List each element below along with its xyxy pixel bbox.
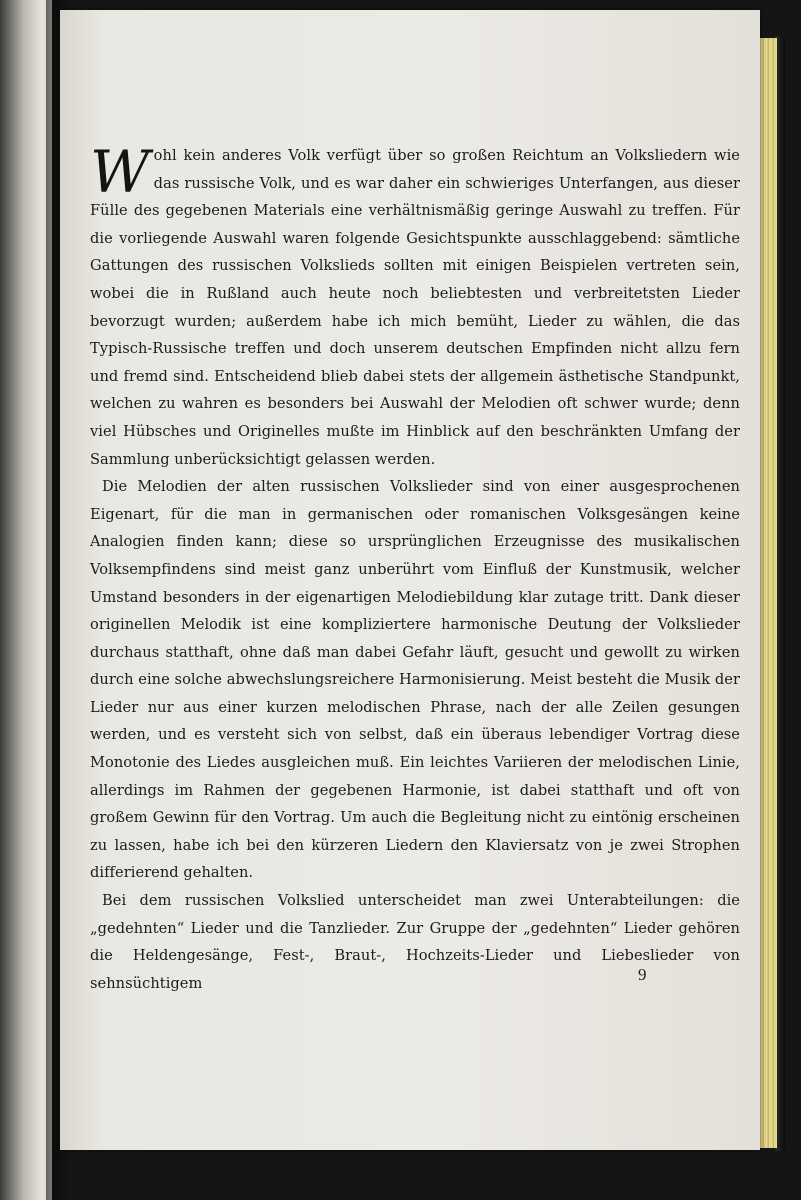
page-number: 9 xyxy=(638,965,647,984)
drop-cap: W xyxy=(90,138,150,206)
book-page xyxy=(60,10,760,1150)
body-text xyxy=(90,138,740,997)
paragraph-3: Bei dem russischen Volkslied unterscheidet man zwei Unterabteilungen: die „gedehnten“ Lieder und die Tanzlieder. Zur Gruppe der „gedehnten“ Lieder gehören die Heldengesänge, Fest-, Braut-, Hochzeits-Lieder und Liebeslieder von sehnsüchtigem xyxy=(90,892,740,992)
paragraph-1 xyxy=(90,138,740,473)
left-page-edge xyxy=(0,0,52,1200)
paragraph-2: Die Melodien der alten russischen Volkslieder sind von einer ausgesprochenen Eigenart, für die man in germanischen oder romanischen Volksgesängen keine Analogien finden kann; diese so ursprünglichen Erzeugnisse des musikalischen Volksempfindens sind meist ganz unberührt vom Einfluß der Kunstmusik, welcher Umstand besonders in der eigenartigen Melodiebildung klar zutage tritt. Dank dieser originellen Melodik ist eine kompliziertere harmonische Deutung der Volkslieder durchaus statthaft, ohne daß man dabei Gefahr läuft, gesucht und gewollt zu wirken durch eine solche abwechslungsreichere Harmonisierung. Meist besteht die Musik der Lieder nur aus einer kurzen melodischen Phrase, nach der alle Zeilen gesungen werden, und es versteht sich von selbst, daß ein überaus lebendiger Vortrag diese Monotonie des Liedes ausgleichen muß. Ein leichtes Variieren der melodischen Linie, allerdings im Rahmen der gegebenen Harmonie, ist dabei statthaft und oft von großem Gewinn für den Vortrag. Um auch die Begleitung nicht zu eintönig erscheinen zu lassen, habe ich bei den kürzeren Liedern den Klaviersatz von je zwei Strophen differierend gehalten. xyxy=(90,478,740,882)
paragraph-1-text: ohl kein anderes Volk verfügt über so großen Reichtum an Volksliedern wie das russische Volk, und es war daher ein schwieriges Unterfangen, aus dieser Fülle des gegebenen Materials eine verhältnismäßig geringe Auswahl zu treffen. Für die vorliegende Auswahl waren folgende Gesichtspunkte ausschlaggebend: sämtliche Gattungen des russischen Volkslieds sollten mit einigen Beispielen vertreten sein, wobei die in Rußland auch heute noch beliebtesten und verbreitetsten Lieder bevorzugt wurden; außerdem habe ich mich bemüht, Lieder zu wählen, die das Typisch-Russische treffen und doch unserem deutschen Empfinden nicht allzu fern und fremd sind. Entscheidend blieb dabei stets der allgemein ästhetische Standpunkt, welchen zu wahren es besonders bei Auswahl der Melodien oft schwer wurde; denn viel Hübsches und Originelles mußte im Hinblick auf den beschränkten Umfang der Sammlung unberücksichtigt gelassen werden. xyxy=(90,147,740,468)
